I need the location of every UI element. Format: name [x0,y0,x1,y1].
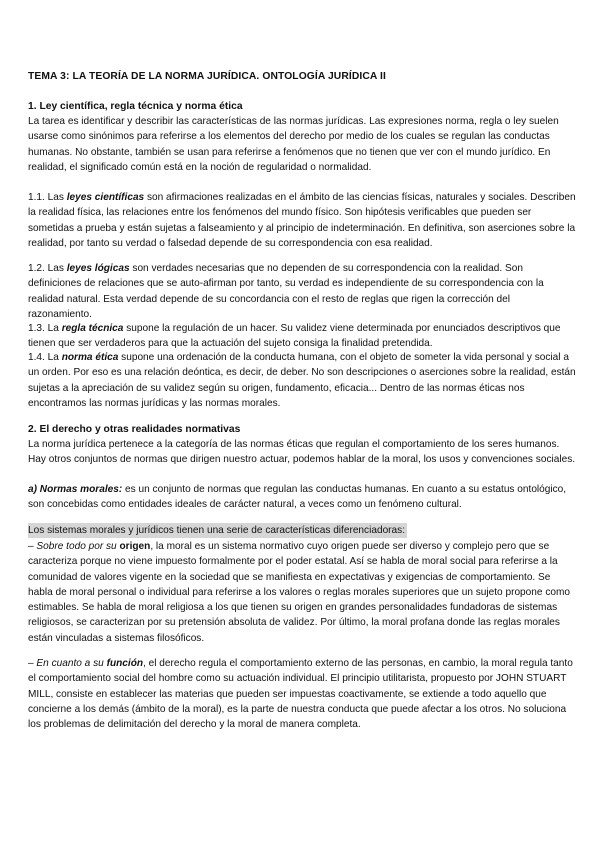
term-leyes-cientificas: leyes científicas [66,192,145,203]
section-1-heading: 1. Ley científica, regla técnica y norma ética [28,101,243,112]
term-leyes-logicas: leyes lógicas [66,263,130,274]
paragraph-1-1-text: son afirmaciones realizadas en el ámbito de las ciencias físicas, naturales y sociales. Describen la realidad física, las relaciones entre los fenómenos del mundo físico. Son hipótesis verificables que pueden ser sometidas a prueba y están sujetas a falseamiento y al principio de indeterminación. En definitiva, son aserciones sobre la realidad, por tanto su verdad o falsedad depende de su correspondencia con esa realidad. [28,192,576,249]
term-normas-morales: a) Normas morales: [28,484,123,495]
origen-paragraph [28,539,576,646]
term-regla-tecnica: regla técnica [61,323,124,334]
origen-lead: Sobre todo por su [36,541,120,552]
term-origen: origen [119,541,151,552]
funcion-paragraph [28,656,576,732]
document-title: TEMA 3: LA TEORÍA DE LA NORMA JURÍDICA. ONTOLOGÍA JURÍDICA II [28,71,386,82]
section-1-intro: La tarea es identificar y describir las características de las normas jurídicas. Las expresiones norma, regla o ley suelen usarse como sinónimos para referirse a los elementos del derecho por medio de los cuales se regulan las conductas humanas. No obstante, también se usan para referirse a fenómenos que no tienen que ver con el mundo jurídico. En realidad, el significado común está en la noción de regularidad o normalidad. [28,116,559,173]
paragraph-1-1-prefix: 1.1. Las [28,192,67,203]
paragraph-1-2-text: son verdades necesarias que no dependen de su correspondencia con la realidad. Son definiciones de relaciones que se auto-afirman por tanto, su verdad es independiente de su correspondencia con la realidad natural. Esta verdad depende de su concordancia con el resto de reglas que rigen la corrección del razonamiento. [28,263,544,320]
origen-dash: – [28,541,37,552]
funcion-dash: – [28,658,37,669]
paragraph-1-4-prefix: 1.4. La [28,352,62,363]
paragraph-1-3-prefix: 1.3. La [28,323,62,334]
highlighted-sentence: Los sistemas morales y jurídicos tienen una serie de características diferenciadoras: [28,525,406,536]
section-2-heading: 2. El derecho y otras realidades normativas [28,424,241,435]
normas-morales-paragraph [28,482,576,513]
normas-morales-text: es un conjunto de normas que regulan las conductas humanas. En cuanto a su estatus ontológico, son concebidas como entidades ideales de carácter natural, a veces como un fenómeno cultural. [28,484,567,511]
paragraph-1-2 [28,261,576,322]
paragraph-1-4-text: supone una ordenación de la conducta humana, con el objeto de someter la vida personal y social a un orden. Por eso es una relación deóntica, es decir, de deber. No son descripciones o aserciones sobre la realidad, están sujetas a la apreciación de su validez según su origen, fundamento, eficacia... Dentro de las normas éticas nos encontramos las normas jurídicas y las normas morales. [28,352,576,409]
funcion-lead: En cuanto a su [36,658,107,669]
paragraph-1-3-text: supone la regulación de un hacer. Su validez viene determinada por enunciados descriptivos que tienen que ser verdaderos para que la actuación del sujeto consiga la finalidad pretendida. [28,323,561,350]
term-norma-etica: norma ética [61,352,119,363]
paragraph-1-1 [28,190,576,251]
funcion-text: , el derecho regula el comportamiento externo de las personas, en cambio, la moral regula tanto el comportamiento social del hombre como su actuación individual. El principio utilitarista, propuesto por JOHN STUART MILL, consiste en establecer las materias que pueden ser impuestas coactivamente, se extiende a todo aquello que concierne a los demás (ámbito de la moral), es la parte de nuestra conducta que puede afectar a los otros. No soluciona los problemas de delimitación del derecho y la moral de manera completa. [28,658,573,731]
origen-text: , la moral es un sistema normativo cuyo origen puede ser diverso y complejo pero que se caracteriza porque no viene impuesto formalmente por el poder estatal. Así se habla de moral social para referirse a la comunidad de valores vigente en la sociedad que se manifiesta en expectativas y exigencias de comportamiento. Se habla de moral personal o individual para referirse a los valores o reglas morales superiores que un sujeto propone como estimables. Se habla de moral religiosa a los que tienen su origen en grandes personalidades fundadoras de sistemas religiosos, se caracterizan por su pretensión absoluta de validez. Por último, la moral profana donde las reglas morales están vinculadas a sistemas filosóficos. [28,541,571,644]
paragraph-1-4 [28,350,576,411]
paragraph-1-3 [28,321,576,352]
paragraph-1-2-prefix: 1.2. Las [28,263,67,274]
term-funcion: función [106,658,144,669]
section-2-intro: La norma jurídica pertenece a la categoría de las normas éticas que regulan el comportamiento de los seres humanos. Hay otros conjuntos de normas que dirigen nuestro actuar, podemos hablar de la moral, los usos y convenciones sociales. [28,439,576,466]
